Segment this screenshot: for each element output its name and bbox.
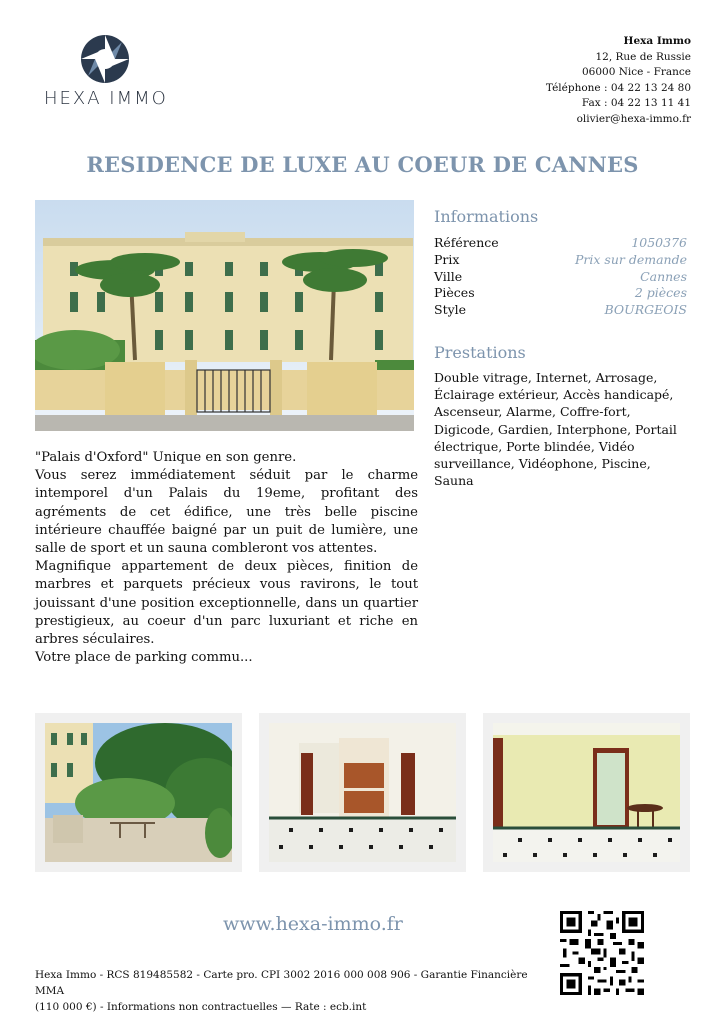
agency-email[interactable]: olivier@hexa-immo.fr <box>576 112 691 125</box>
info-label: Pièces <box>434 285 475 301</box>
legal-footer <box>35 967 545 1015</box>
footer-line: (110 000 €) - Informations non contractuelles — Rate : ecb.int <box>35 1001 367 1013</box>
info-value: Cannes <box>640 268 687 284</box>
info-label: Prix <box>434 251 460 267</box>
agency-city: 06000 Nice - France <box>581 66 691 78</box>
photo-thumbnail-bedroom[interactable] <box>483 713 690 872</box>
hero-photo-building <box>35 200 414 431</box>
qr-code-icon[interactable] <box>557 908 647 998</box>
agency-address: 12, Rue de Russie <box>595 50 691 63</box>
info-value: 1050376 <box>631 235 687 250</box>
info-label: Style <box>434 302 467 318</box>
photo-thumbnail-living-room[interactable] <box>259 713 466 872</box>
info-row-price <box>434 252 687 269</box>
website-link[interactable]: www.hexa-immo.fr <box>223 913 403 935</box>
listing-description <box>35 449 418 667</box>
agency-phone: Téléphone : 04 22 13 24 80 <box>545 81 691 94</box>
info-label: Référence <box>434 235 499 250</box>
photo-thumbnail-garden[interactable] <box>35 713 242 872</box>
description-paragraph: Vous serez immédiatement séduit par le charme intemporel d'un Palais du 19eme, profitant des agréments de cet édifice, une très belle piscine intérieure chauffée baigné par un puit de lumière, une salle de sport et un sauna combleront vos attentes. <box>35 468 418 557</box>
description-paragraph: Magnifique appartement de deux pièces, finition de marbres et parquets précieux vous ravirons, le tout jouissant d'une position exceptionnelle, dans un quartier prestigieux, au coeur d'un parc luxuriant et riche en arbres séculaires. <box>35 559 418 648</box>
info-value: BOURGEOIS <box>604 302 687 318</box>
info-row-rooms <box>434 285 687 302</box>
agency-fax: Fax : 04 22 13 11 41 <box>581 97 691 109</box>
info-row-reference <box>434 235 687 252</box>
informations-table <box>434 235 687 319</box>
informations-heading: Informations <box>434 207 539 226</box>
prestations-heading: Prestations <box>434 343 526 362</box>
info-row-style <box>434 302 687 319</box>
listing-title: RESIDENCE DE LUXE AU COEUR DE CANNES <box>86 152 639 177</box>
info-value: Prix sur demande <box>575 251 687 267</box>
description-paragraph: Votre place de parking commu... <box>35 650 253 666</box>
aperture-logo-icon <box>80 34 130 84</box>
footer-line: Hexa Immo - RCS 819485582 - Carte pro. CPI 3002 2016 000 008 906 - Garantie Financière MMA <box>35 969 528 997</box>
agency-contact <box>546 34 691 127</box>
description-tagline: "Palais d'Oxford" Unique en son genre. <box>35 450 297 465</box>
hexa-immo-logo <box>40 34 175 114</box>
info-value: 2 pièces <box>634 285 687 301</box>
prestations-list: Double vitrage, Internet, Arrosage, Éclairage extérieur, Accès handicapé, Ascenseur, Alarme, Coffre-fort, Digicode, Gardien, Interphone, Portail électrique, Porte blindée, Vidéo surveillance, Vidéophone, Piscine, Sauna <box>434 370 677 489</box>
agency-name: Hexa Immo <box>623 35 691 47</box>
info-label: Ville <box>434 268 463 284</box>
info-row-city <box>434 269 687 286</box>
logo-wordmark: HEXA IMMO <box>44 88 168 109</box>
